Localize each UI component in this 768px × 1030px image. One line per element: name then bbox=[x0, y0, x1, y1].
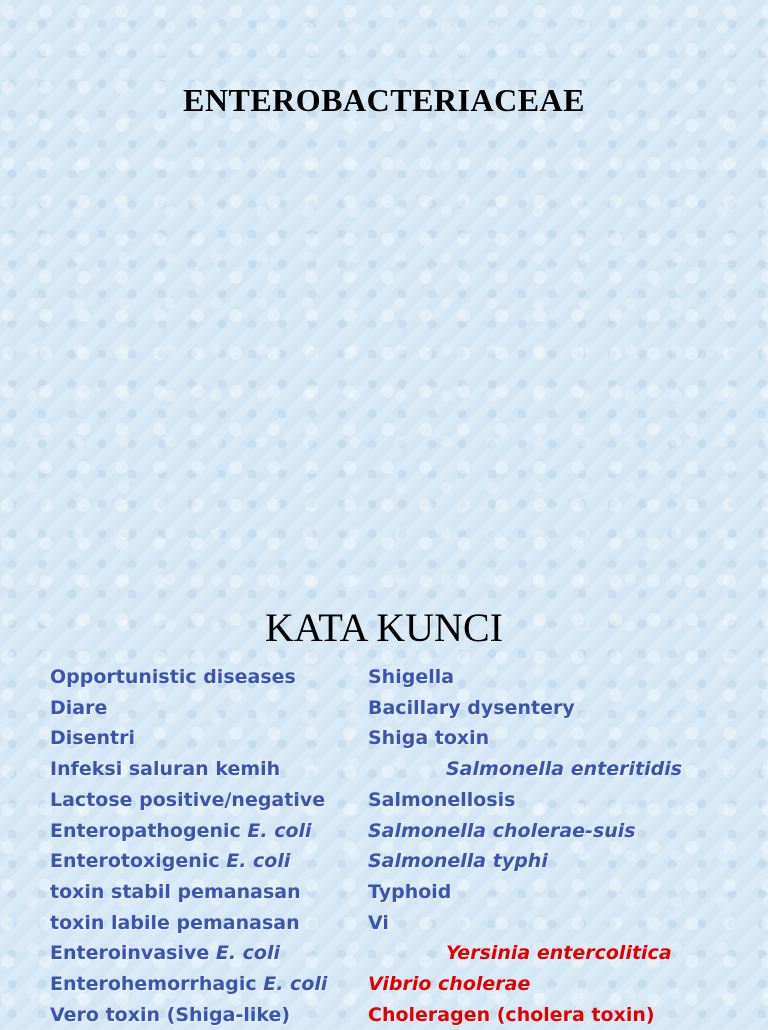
list-item: Vi bbox=[368, 911, 389, 934]
list-item: Diare bbox=[50, 696, 108, 719]
list-item: Enteropathogenic E. coli bbox=[50, 819, 312, 842]
right-keyword-list bbox=[368, 662, 748, 1030]
list-item: Disentri bbox=[50, 727, 135, 750]
list-item: toxin stabil pemanasan bbox=[50, 880, 301, 903]
list-item: Enterohemorrhagic E. coli bbox=[50, 973, 328, 996]
list-item: Infeksi saluran kemih bbox=[50, 758, 281, 781]
left-keyword-list bbox=[50, 662, 370, 1030]
list-item: Shigella bbox=[368, 666, 455, 688]
list-item: Yersinia entercolitica bbox=[446, 942, 672, 965]
list-item: Salmonella typhi bbox=[368, 850, 548, 873]
list-item: Shiga toxin bbox=[368, 727, 490, 750]
page-title: ENTEROBACTERIACEAE bbox=[183, 82, 585, 118]
list-item: Opportunistic diseases bbox=[50, 666, 296, 688]
list-item: Typhoid bbox=[368, 880, 452, 903]
list-item: Enteroinvasive E. coli bbox=[50, 942, 281, 965]
list-item: Salmonella enteritidis bbox=[446, 758, 683, 781]
list-item: Salmonellosis bbox=[368, 788, 516, 811]
list-item: Salmonella cholerae-suis bbox=[368, 819, 636, 842]
list-item: Choleragen (cholera toxin) bbox=[368, 1003, 655, 1026]
section-heading: KATA KUNCI bbox=[265, 605, 503, 650]
list-item: Bacillary dysentery bbox=[368, 696, 575, 719]
list-item: Vero toxin (Shiga-like) bbox=[50, 1003, 291, 1026]
list-item: Enterotoxigenic E. coli bbox=[50, 850, 291, 873]
list-item: Vibrio cholerae bbox=[368, 973, 531, 996]
list-item: Lactose positive/negative bbox=[50, 788, 326, 811]
list-item: toxin labile pemanasan bbox=[50, 911, 300, 934]
